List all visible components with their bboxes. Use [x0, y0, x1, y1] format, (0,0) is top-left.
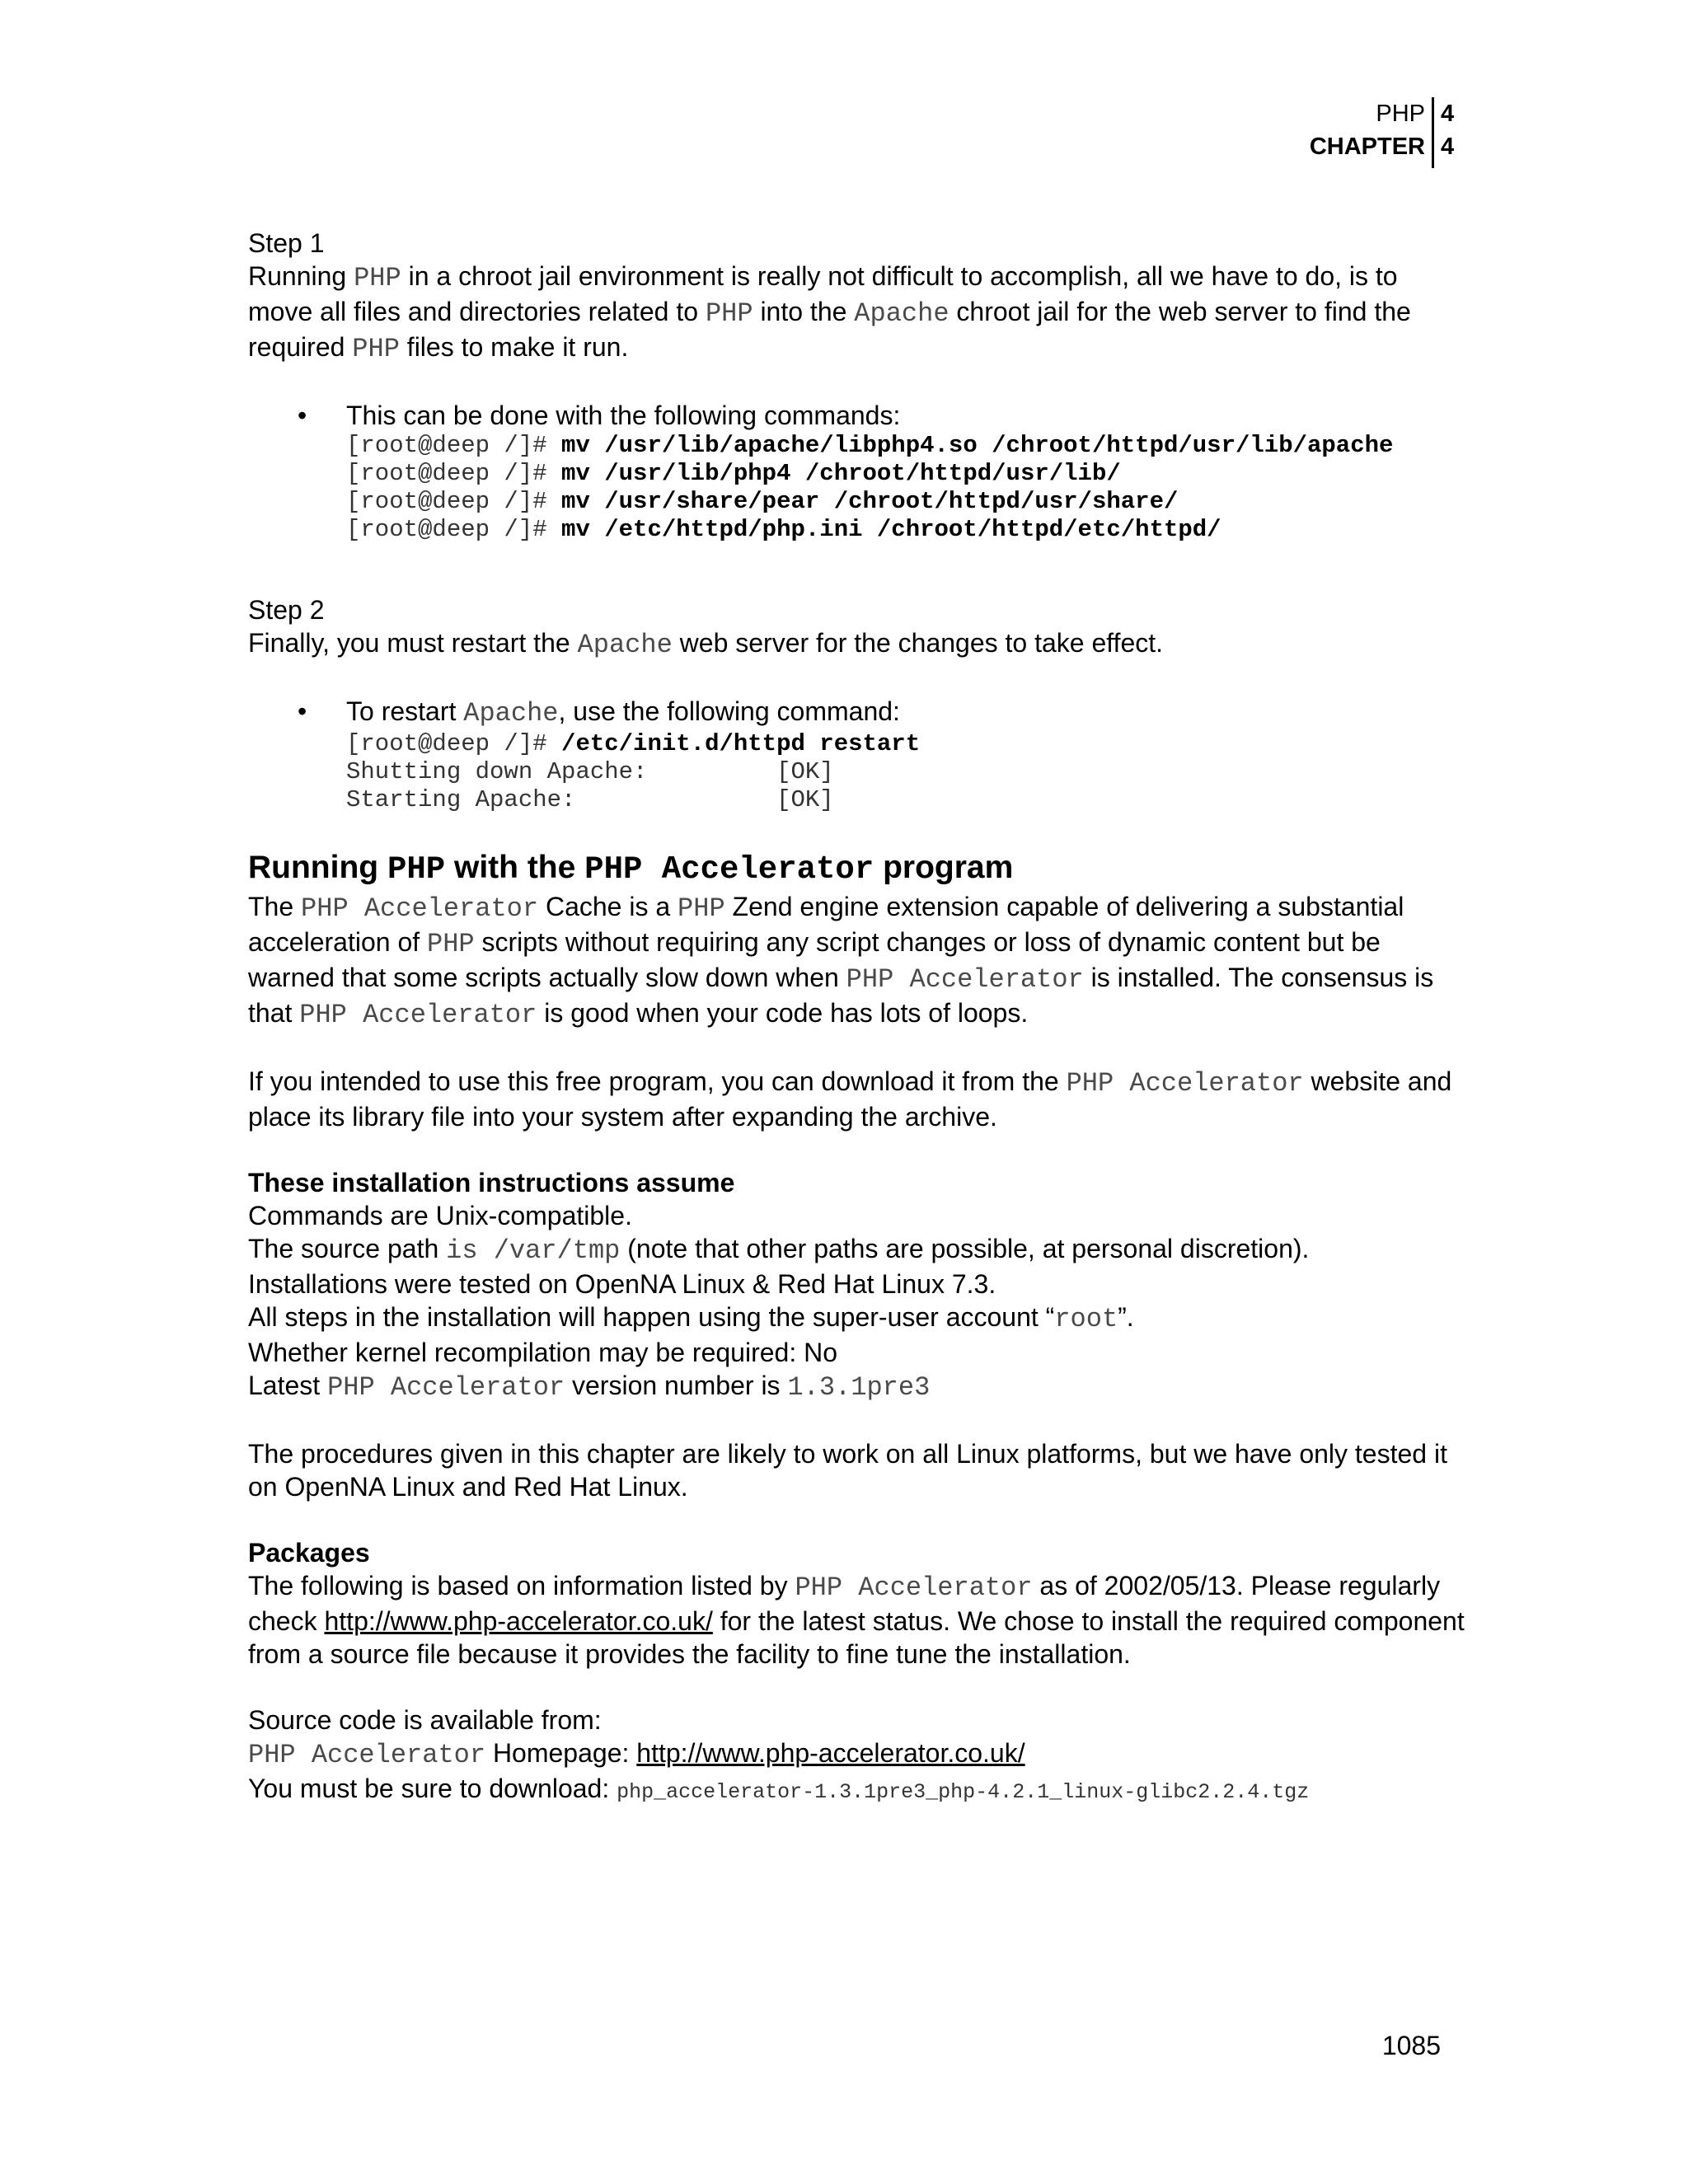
step1-paragraph: Running PHP in a chroot jail environment is really not difficult to accomplish, all we have to do, is to move all files and directories related to PHP into the Apache chroot jail for the web server to find the required PHP files to make it run.: [248, 261, 1411, 364]
assumption-line: Whether kernel recompilation may be required: No: [248, 1338, 837, 1367]
packages-title: Packages: [248, 1538, 370, 1568]
download-paragraph: If you intended to use this free program, you can download it from the PHP Accelerator website and place its library file into your system after expanding the archive.: [248, 1066, 1452, 1132]
step2-paragraph: Finally, you must restart the Apache web server for the changes to take effect.: [248, 628, 1164, 660]
source-label: Source code is available from:: [248, 1705, 602, 1735]
header-chapter-number: 4: [1432, 130, 1457, 168]
packages-paragraph: The following is based on information listed by PHP Accelerator as of 2002/05/13. Please regularly check http://www.php-accelerator.co.uk/ for the latest status. We chose to install the required component from a source file because it provides the facility to fine tune the installation.: [248, 1571, 1465, 1669]
assumption-line: Installations were tested on OpenNA Linux & Red Hat Linux 7.3.: [248, 1269, 996, 1299]
assumption-line: Latest PHP Accelerator version number is 1.3.1pre3: [248, 1371, 931, 1403]
header-row-chapter: [1310, 130, 1457, 168]
header-chapter-label: CHAPTER: [1309, 134, 1425, 160]
section-heading: Running PHP with the PHP Accelerator program: [248, 850, 1014, 888]
accelerator-intro-paragraph: The PHP Accelerator Cache is a PHP Zend engine extension capable of delivering a substantial acceleration of PHP scripts without requiring any script changes or loss of dynamic content but be warned that some scripts actually slow down when PHP Accelerator is installed. The consensus is that PHP Accelerator is good when your code has lots of loops.: [248, 892, 1434, 1030]
code-line: Starting Apache: [OK]: [346, 786, 834, 813]
code-line: [root@deep /]# mv /usr/lib/apache/libphp4.so /chroot/httpd/usr/lib/apache: [346, 432, 1394, 459]
homepage-link[interactable]: http://www.php-accelerator.co.uk/: [636, 1738, 1025, 1768]
code-line: [root@deep /]# mv /etc/httpd/php.ini /chroot/httpd/etc/httpd/: [346, 516, 1221, 543]
assumption-line: The source path is /var/tmp (note that other paths are possible, at personal discretion).: [248, 1234, 1310, 1266]
accelerator-link[interactable]: http://www.php-accelerator.co.uk/: [324, 1606, 713, 1636]
download-line: You must be sure to download: php_accelerator-1.3.1pre3_php-4.2.1_linux-glibc2.2.4.tgz: [248, 1774, 1310, 1804]
step1-bullet-text: This can be done with the following commands:: [346, 401, 901, 430]
page-number: 1085: [1381, 2031, 1441, 2060]
step2-code-block: [346, 730, 1468, 814]
header-php-number: 4: [1432, 97, 1457, 130]
bullet-icon: •: [298, 401, 307, 430]
bullet-icon: •: [298, 696, 307, 726]
header-php-label: PHP: [1376, 101, 1425, 127]
homepage-line: PHP Accelerator Homepage: http://www.php-accelerator.co.uk/: [248, 1738, 1025, 1770]
code-line: [root@deep /]# mv /usr/lib/php4 /chroot/httpd/usr/lib/: [346, 460, 1121, 487]
chapter-header: [1310, 97, 1457, 168]
page-content: [248, 227, 1468, 1809]
header-row-php: [1310, 97, 1457, 130]
step2-bullet: [248, 695, 1468, 814]
step1-bullet: [248, 399, 1468, 544]
code-line: Shutting down Apache: [OK]: [346, 758, 834, 785]
step1-code-block: [346, 432, 1468, 544]
code-line: [root@deep /]# /etc/init.d/httpd restart: [346, 730, 921, 757]
step2-title: Step 2: [248, 595, 325, 625]
assumptions-title: These installation instructions assume: [248, 1168, 735, 1197]
code-line: [root@deep /]# mv /usr/share/pear /chroot/httpd/usr/share/: [346, 488, 1179, 515]
platforms-paragraph: The procedures given in this chapter are likely to work on all Linux platforms, but we have only tested it on OpenNA Linux and Red Hat Linux.: [248, 1439, 1447, 1502]
assumption-line: All steps in the installation will happen using the super-user account “root”.: [248, 1302, 1134, 1334]
assumption-line: Commands are Unix-compatible.: [248, 1201, 632, 1230]
step2-bullet-text: To restart Apache, use the following command:: [346, 696, 900, 729]
step1-title: Step 1: [248, 228, 325, 258]
download-filename: php_accelerator-1.3.1pre3_php-4.2.1_linux-glibc2.2.4.tgz: [617, 1780, 1310, 1804]
